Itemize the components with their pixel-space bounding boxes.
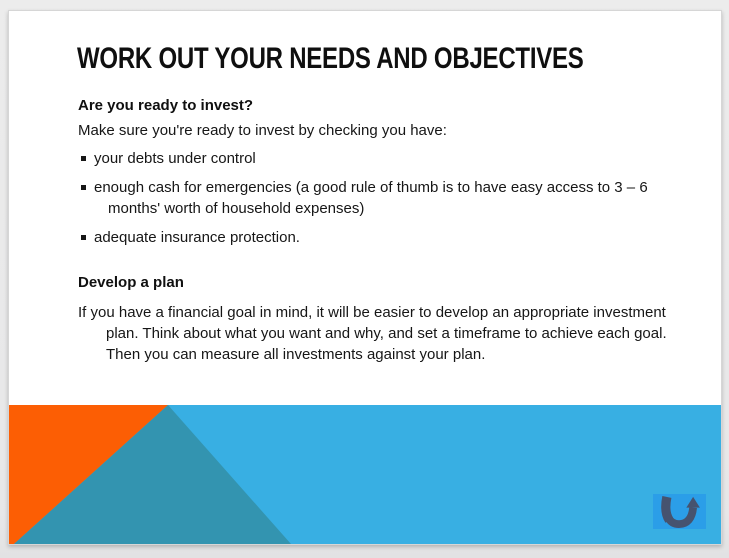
slide xyxy=(8,10,722,545)
logo xyxy=(653,494,706,529)
section-heading-ready-to-invest: Are you ready to invest? xyxy=(78,97,254,114)
bullet-text: adequate insurance protection. xyxy=(94,229,300,246)
bullet-square-icon xyxy=(81,235,86,240)
list-item xyxy=(78,177,693,219)
list-item xyxy=(78,227,693,248)
bullet-square-icon xyxy=(81,185,86,190)
decorative-footer-graphic xyxy=(9,405,722,544)
checklist xyxy=(78,148,693,248)
slide-title: WORK OUT YOUR NEEDS AND OBJECTIVES xyxy=(77,42,584,75)
bullet-square-icon xyxy=(81,156,86,161)
list-item xyxy=(78,148,693,169)
plan-paragraph: If you have a financial goal in mind, it will be easier to develop an appropriate investment plan. Think about what you want and why, and set a timeframe to achieve each goal. Then you can measure all investments against your plan. xyxy=(78,304,667,363)
bullet-text: enough cash for emergencies (a good rule of thumb is to have easy access to 3 – 6 months' worth of household expenses) xyxy=(94,179,648,217)
section-heading-develop-plan: Develop a plan xyxy=(78,274,184,291)
slide-body xyxy=(78,95,693,365)
u-turn-arrow-icon xyxy=(653,494,706,529)
bullet-text: your debts under control xyxy=(94,150,256,167)
intro-text: Make sure you're ready to invest by checking you have: xyxy=(78,122,447,139)
